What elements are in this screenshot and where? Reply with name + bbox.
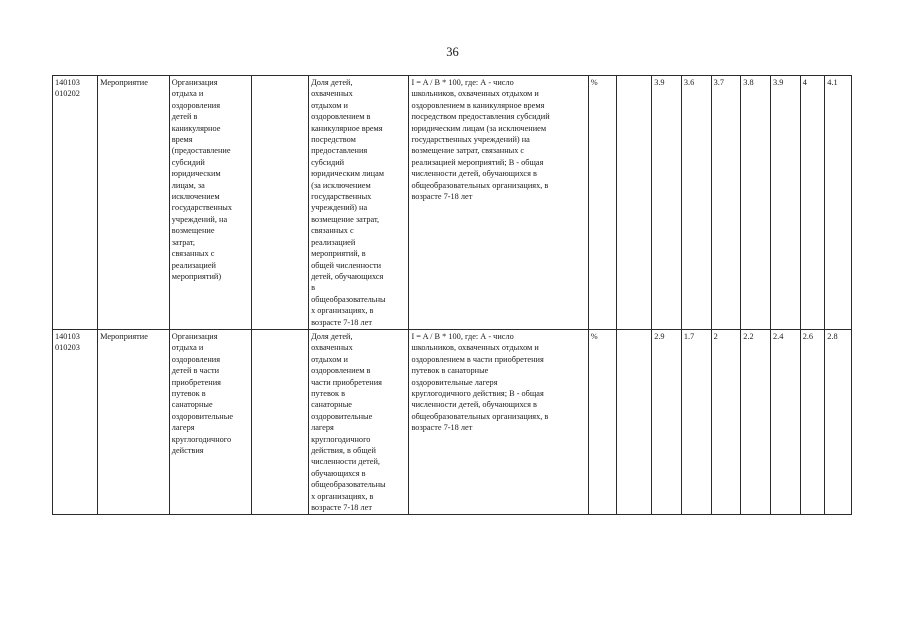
type-cell: Мероприятие bbox=[98, 76, 170, 330]
value-cell: 3.9 bbox=[652, 76, 682, 330]
formula-cell: I = A / B * 100, где: А - число школьников, охваченных отдыхом и оздоровлением в каникулярное время посредством предоставления субсидий юридическим лицам (за исключением государственных учреждений) на возмещение затрат, связанных с реализацией мероприятий; В - общая численности детей, обучающихся в общеобразовательных организациях, в возрасте 7-18 лет bbox=[409, 76, 588, 330]
value-cell: 2.2 bbox=[741, 329, 771, 515]
value-cell: 2.4 bbox=[771, 329, 801, 515]
unit-cell: % bbox=[588, 76, 617, 330]
indicator-table bbox=[52, 75, 852, 515]
value-cell: 2.8 bbox=[825, 329, 852, 515]
empty-cell bbox=[617, 329, 652, 515]
formula-cell: I = A / B * 100, где: А - число школьников, охваченных отдыхом и оздоровлением в части приобретения путевок в санаторные оздоровительные лагеря круглогодичного действия; В - общая численности детей, обучающихся в общеобразовательных организациях, в возрасте 7-18 лет bbox=[409, 329, 588, 515]
value-cell: 4 bbox=[800, 76, 825, 330]
empty-cell bbox=[251, 76, 308, 330]
value-cell: 1.7 bbox=[681, 329, 711, 515]
page-number: 36 bbox=[446, 45, 459, 59]
name-cell: Организация отдыха и оздоровления детей в каникулярное время (предоставление субсидий юридическим лицам, за исключением государственных учреждений, на возмещение затрат, связанных с реализацией мероприятий) bbox=[169, 76, 251, 330]
indicator-cell: Доля детей, охваченных отдыхом и оздоровлением в части приобретения путевок в санаторные оздоровительные лагеря круглогодичного действия, в общей численности детей, обучающихся в общеобразовательны х организациях, в возрасте 7-18 лет bbox=[309, 329, 409, 515]
table-row bbox=[53, 329, 852, 515]
value-cell: 4.1 bbox=[825, 76, 852, 330]
value-cell: 3.8 bbox=[741, 76, 771, 330]
name-cell: Организация отдыха и оздоровления детей в части приобретения путевок в санаторные оздоровительные лагеря круглогодичного действия bbox=[169, 329, 251, 515]
value-cell: 2.9 bbox=[652, 329, 682, 515]
indicator-cell: Доля детей, охваченных отдыхом и оздоровлением в каникулярное время посредством предоставления субсидий юридическим лицам (за исключением государственных учреждений) на возмещение затрат, связанных с реализацией мероприятий, в общей численности детей, обучающихся в общеобразовательны х организациях, в возрасте 7-18 лет bbox=[309, 76, 409, 330]
empty-cell bbox=[617, 76, 652, 330]
table-row bbox=[53, 76, 852, 330]
value-cell: 3.6 bbox=[681, 76, 711, 330]
value-cell: 2.6 bbox=[800, 329, 825, 515]
value-cell: 3.9 bbox=[771, 76, 801, 330]
value-cell: 2 bbox=[711, 329, 741, 515]
value-cell: 3.7 bbox=[711, 76, 741, 330]
code-cell: 140103 010203 bbox=[53, 329, 98, 515]
type-cell: Мероприятие bbox=[98, 329, 170, 515]
unit-cell: % bbox=[588, 329, 617, 515]
code-cell: 140103 010202 bbox=[53, 76, 98, 330]
empty-cell bbox=[251, 329, 308, 515]
